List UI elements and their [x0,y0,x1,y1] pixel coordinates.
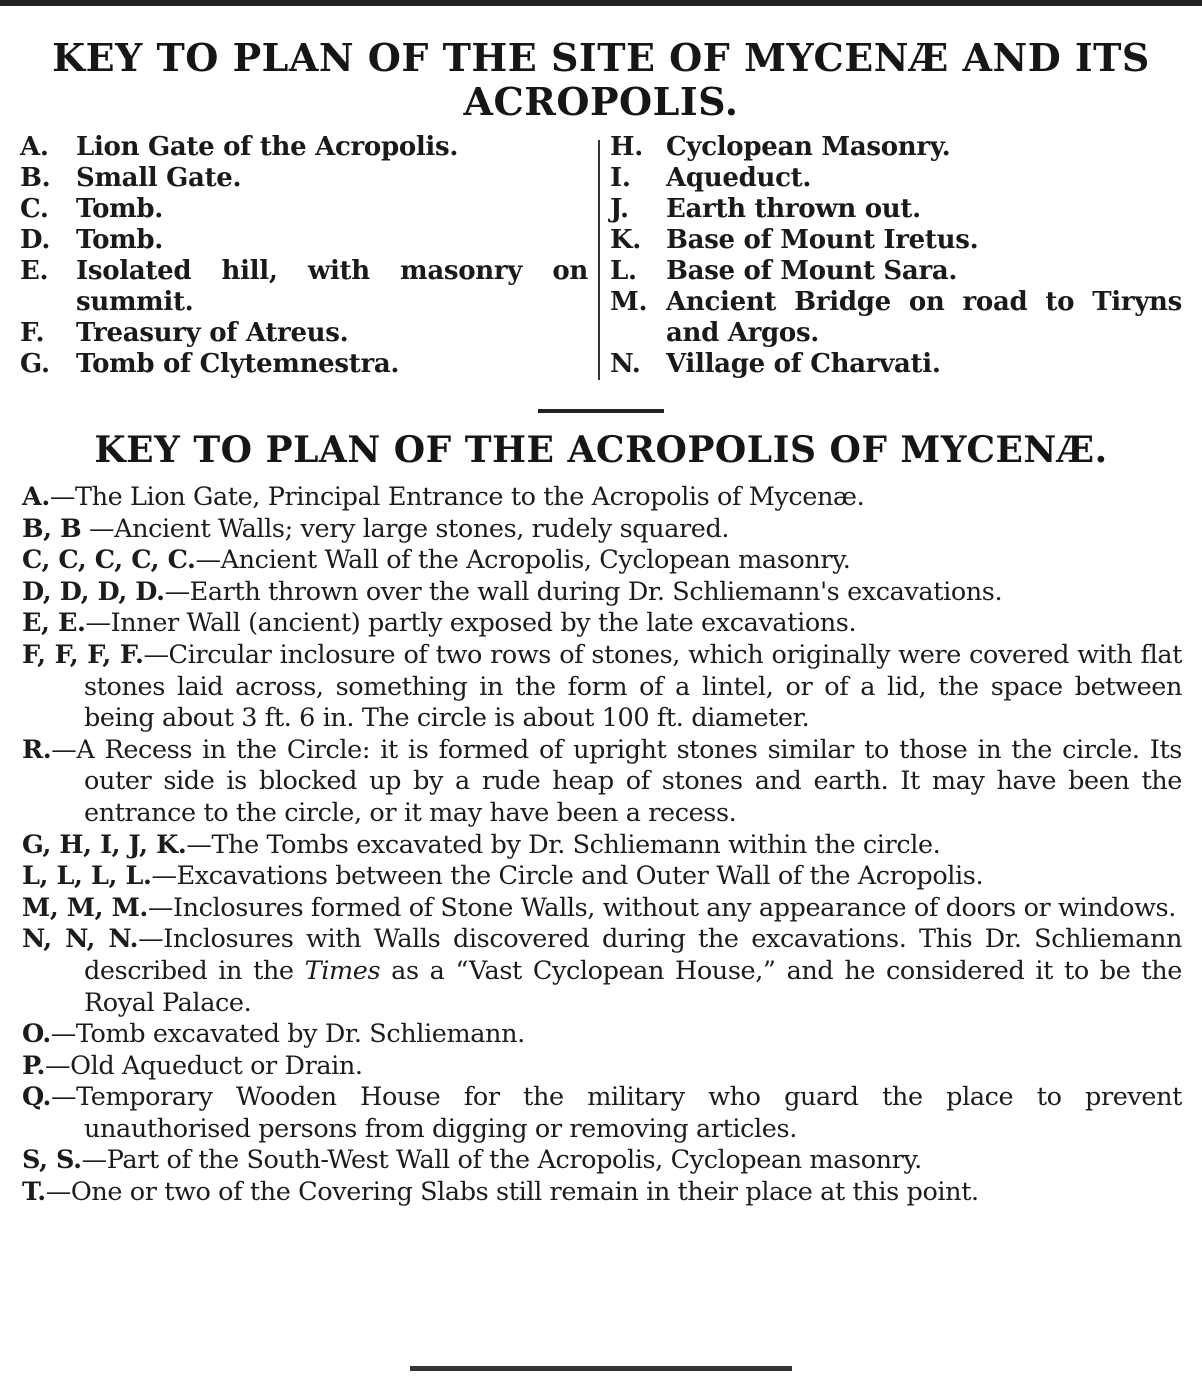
entry-label: G, H, I, J, K. [22,829,187,860]
site-key-letter: G. [20,349,50,379]
entry-text: —Inner Wall (ancient) partly exposed by the late excavations. [85,608,857,639]
entry-label: L, L, L, L. [22,861,152,892]
section-divider-rule [538,409,664,413]
site-key-letter: K. [610,225,642,255]
site-key-item [610,163,1182,194]
site-key-text: Aqueduct. [666,163,812,193]
entry-text: —Temporary Wooden House for the military who guard the place to prevent unauthorised persons from digging or removing articles. [51,1082,1182,1144]
newspaper-title-italic: Times [304,955,381,986]
bottom-rule [410,1366,792,1371]
entry-label: B, B [22,513,82,544]
site-key-left-column [20,132,588,380]
key-entry [22,577,1182,609]
site-key-item [610,225,1182,256]
entry-text: —Old Aqueduct or Drain. [45,1050,363,1081]
key-entry [22,861,1182,893]
key-entry [22,545,1182,577]
site-key-item [610,256,1182,287]
site-key-item [20,349,588,380]
entry-label: T. [22,1177,46,1208]
site-key-letter: B. [20,163,51,193]
key-entry [22,1082,1182,1145]
entry-text: —Excavations between the Circle and Outer Wall of the Acropolis. [151,861,984,892]
acropolis-key-entries [22,482,1182,1209]
top-rule [0,0,1202,6]
entry-text: —Ancient Walls; very large stones, rudely squared. [81,513,730,544]
entry-text: —Circular inclosure of two rows of stones, which originally were covered with flat stones laid across, something in the form of a lintel, or of a lid, the space between being about 3 ft. 6 in. The circle is about 100 ft. diameter. [84,639,1182,734]
site-key-item [610,349,1182,380]
key-entry [22,482,1182,514]
site-key-text: Ancient Bridge on road to Tiryns and Argos. [666,287,1182,348]
site-key-letter: H. [610,132,644,162]
entry-label: E, E. [22,608,86,639]
site-key-item [20,225,588,256]
entry-label: R. [22,734,52,765]
entry-label: C, C, C, C, C. [22,545,196,576]
entry-text: —A Recess in the Circle: it is formed of upright stones similar to those in the circle. Its outer side is blocked up by a rude heap of stones and earth. It may have been the entrance to the circle, or it may have been a recess. [51,734,1182,828]
site-key-item [20,194,588,225]
site-key-letter: L. [610,256,637,286]
entry-text: —Ancient Wall of the Acropolis, Cyclopean masonry. [195,545,851,576]
site-key-text: Isolated hill, with masonry on summit. [76,256,588,317]
key-entry [22,735,1182,830]
key-entry [22,1145,1182,1177]
key-entry [22,893,1182,925]
site-key-text: Base of Mount Iretus. [666,225,979,255]
site-key-text: Treasury of Atreus. [76,318,349,348]
column-divider [598,140,600,380]
site-key-letter: D. [20,225,51,255]
site-key-item [610,194,1182,225]
key-entry [22,640,1182,735]
key-entry [22,1019,1182,1051]
entry-label: M, M, M. [22,892,148,923]
entry-text: —Tomb excavated by Dr. Schliemann. [50,1019,525,1050]
entry-text: —Earth thrown over the wall during Dr. Schliemann's excavations. [164,576,1003,607]
site-key-letter: A. [20,132,49,162]
site-key-text: Small Gate. [76,163,242,193]
entry-text: —Inclosures formed of Stone Walls, without any appearance of doors or windows. [147,892,1176,923]
site-key-right-column [610,132,1182,380]
entry-label: Q. [22,1082,52,1113]
site-key-item [20,256,588,318]
key-entry [22,608,1182,640]
entry-label: P. [22,1050,46,1081]
entry-text: —One or two of the Covering Slabs still remain in their place at this point. [45,1177,979,1208]
site-key-item [610,132,1182,163]
entry-text-continued: as a “Vast Cyclopean House,” and he considered it to be the Royal Palace. [84,955,1182,1018]
site-key-text: Cyclopean Masonry. [666,132,951,162]
site-key-text: Village of Charvati. [666,349,941,379]
entry-label: A. [22,482,50,512]
key-entry [22,1177,1182,1209]
site-key-letter: E. [20,256,49,286]
key-entry [22,924,1182,1019]
key-entry [22,1051,1182,1083]
entry-label: O. [22,1019,51,1050]
site-key-item [20,163,588,194]
entry-text: —The Tombs excavated by Dr. Schliemann within the circle. [186,829,941,860]
site-key-item [20,132,588,163]
entry-label: F, F, F, F. [22,639,144,670]
site-key-text: Earth thrown out. [666,194,921,224]
site-key-text: Tomb of Clytemnestra. [76,349,400,379]
key-entry [22,830,1182,862]
site-key-text: Lion Gate of the Acropolis. [76,132,459,162]
entry-text: —Part of the South-West Wall of the Acropolis, Cyclopean masonry. [81,1145,922,1176]
site-key-text: Base of Mount Sara. [666,256,958,286]
site-key-text: Tomb. [76,194,163,224]
site-key-letter: I. [610,163,631,193]
site-key-item [610,287,1182,349]
site-key-letter: N. [610,349,641,379]
key-entry [22,514,1182,546]
entry-text: —The Lion Gate, Principal Entrance to the Acropolis of Mycenæ. [49,482,865,512]
acropolis-key-heading: KEY TO PLAN OF THE ACROPOLIS OF MYCENÆ. [94,429,1108,471]
site-key-heading: KEY TO PLAN OF THE SITE OF MYCENÆ AND ITS ACROPOLIS. [52,35,1150,124]
site-key-letter: C. [20,194,49,224]
site-key-item [20,318,588,349]
site-key-text: Tomb. [76,225,163,255]
entry-text: —Inclosures with Walls discovered during the excavations. This Dr. Schliemann described in the [84,924,1182,986]
entry-label: D, D, D, D. [22,576,165,607]
site-key-letter: J. [610,194,629,224]
entry-label: N, N, N. [22,924,139,955]
site-key-letter: F. [20,318,45,348]
site-key-letter: M. [610,287,648,317]
entry-label: S, S. [22,1145,82,1176]
